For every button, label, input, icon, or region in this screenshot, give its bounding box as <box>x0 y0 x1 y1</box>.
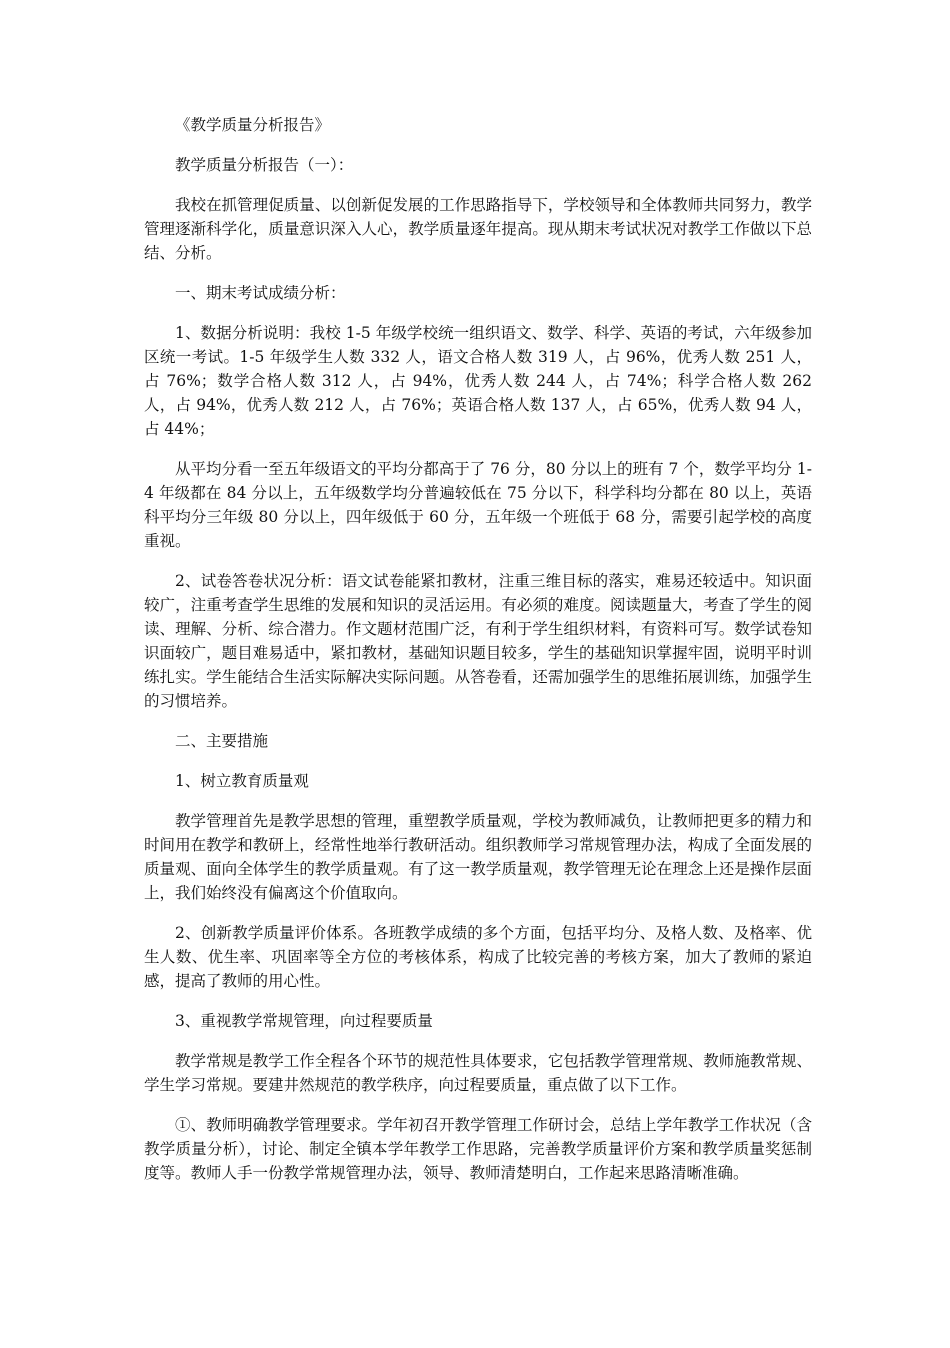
measure-2-paragraph: 2、创新教学质量评价体系。各班教学成绩的多个方面，包括平均分、及格人数、及格率、优生人数、优生率、巩固率等全方位的考核体系，构成了比较完善的考核方案，加大了教师的紧迫感，提高了教师的用心性。 <box>144 924 812 990</box>
intro-paragraph: 我校在抓管理促质量、以创新促发展的工作思路指导下，学校领导和全体教师共同努力，教学管理逐渐科学化，质量意识深入人心，教学质量逐年提高。现从期末考试状况对教学工作做以下总结、分析。 <box>144 196 812 262</box>
document-title: 《教学质量分析报告》 <box>175 116 331 134</box>
data-explanation-paragraph: 1、数据分析说明：我校 1-5 年级学校统一组织语文、数学、科学、英语的考试，六年级参加区统一考试。1-5 年级学生人数 332 人，语文合格人数 319 人，占 96%，优秀人数 251 人，占 76%；数学合格人数 312 人，占 94%，优秀人数 244 人，占 74%；科学合格人数 262 人，占 94%，优秀人数 212 人，占 76%；英语合格人数 137 人，占 65%，优秀人数 94 人，占 44%； <box>144 324 812 438</box>
average-score-paragraph: 从平均分看一至五年级语文的平均分都高于了 76 分，80 分以上的班有 7 个，数学平均分 1-4 年级都在 84 分以上，五年级数学均分普遍较低在 75 分以下，科学科均分都在 80 以上，英语科平均分三年级 80 分以上，四年级低于 60 分，五年级一个班低于 68 分，需要引起学校的高度重视。 <box>144 460 812 550</box>
measure-3-heading: 3、重视教学常规管理，向过程要质量 <box>175 1012 433 1030</box>
measure-1-paragraph: 教学管理首先是教学思想的管理，重塑教学质量观，学校为教师减负，让教师把更多的精力和时间用在教学和教研上，经常性地举行教研活动。组织教师学习常规管理办法，构成了全面发展的质量观、面向全体学生的教学质量观。有了这一教学质量观，教学管理无论在理念上还是操作层面上，我们始终没有偏离这个价值取向。 <box>144 812 812 902</box>
measure-3-item-1-paragraph: ①、教师明确教学管理要求。学年初召开教学管理工作研讨会，总结上学年教学工作状况（含教学质量分析），讨论、制定全镇本学年教学工作思路，完善教学质量评价方案和教学质量奖惩制度等。教师人手一份教学常规管理办法，领导、教师清楚明白，工作起来思路清晰准确。 <box>144 1116 812 1182</box>
report-title: 教学质量分析报告（一）： <box>175 156 354 174</box>
measure-3-paragraph: 教学常规是教学工作全程各个环节的规范性具体要求，它包括教学管理常规、教师施教常规、学生学习常规。要建井然规范的教学秩序，向过程要质量，重点做了以下工作。 <box>144 1052 812 1094</box>
measure-1-heading: 1、树立教育质量观 <box>175 772 309 790</box>
section-heading-measures: 二、主要措施 <box>175 732 269 750</box>
paper-analysis-paragraph: 2、试卷答卷状况分析：语文试卷能紧扣教材，注重三维目标的落实，难易还较适中。知识面较广，注重考查学生思维的发展和知识的灵活运用。有必须的难度。阅读题量大，考查了学生的阅读、理解、分析、综合潜力。作文题材范围广泛，有利于学生组织材料，有资料可写。数学试卷知识面较广，题目难易适中，紧扣教材，基础知识题目较多，学生的基础知识掌握牢固，说明平时训练扎实。学生能结合生活实际解决实际问题。从答卷看，还需加强学生的思维拓展训练，加强学生的习惯培养。 <box>144 572 812 710</box>
document-page <box>144 113 812 1201</box>
section-heading-exam-analysis: 一、期末考试成绩分析： <box>175 284 346 302</box>
